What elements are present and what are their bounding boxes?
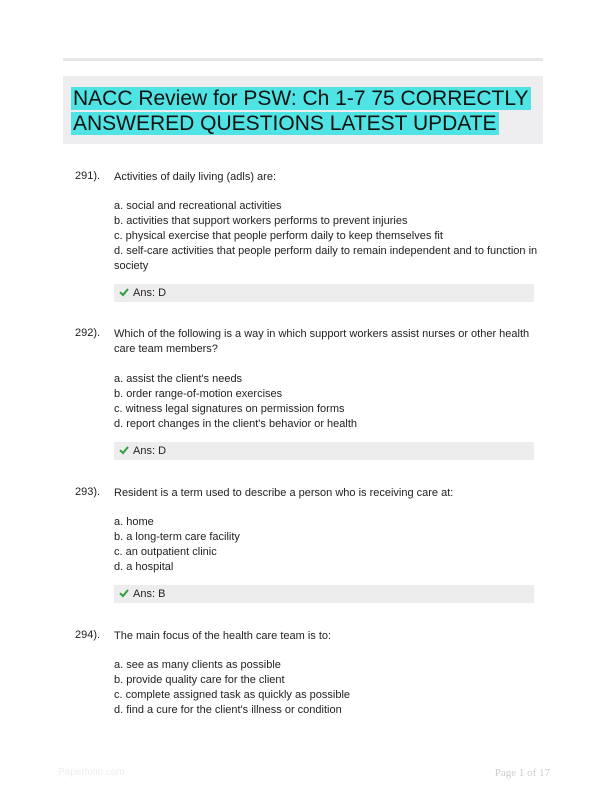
question-number: 293). — [75, 486, 101, 498]
options-list — [114, 515, 539, 575]
option-b: b. a long-term care facility — [114, 531, 240, 543]
option-c: c. physical exercise that people perform daily to keep themselves fit — [114, 230, 443, 242]
check-icon — [119, 445, 129, 455]
option-b: b. provide quality care for the client — [114, 674, 285, 686]
option-a: a. home — [114, 516, 154, 528]
question-text: Resident is a term used to describe a person who is receiving care at: — [114, 487, 454, 499]
answer-text: Ans: B — [133, 588, 166, 600]
question-text: The main focus of the health care team is to: — [114, 630, 332, 642]
option-a: a. social and recreational activities — [114, 200, 282, 212]
page-title: NACC Review for PSW: Ch 1-7 75 CORRECTLY ANSWERED QUESTIONS LATEST UPDATE — [73, 87, 529, 135]
option-b: b. activities that support workers performs to prevent injuries — [114, 215, 408, 227]
option-a: a. assist the client's needs — [114, 373, 243, 385]
option-d: d. find a cure for the client's illness or condition — [114, 704, 342, 716]
options-list — [114, 658, 539, 718]
check-icon — [119, 287, 129, 297]
answer-text: Ans: D — [133, 445, 167, 457]
title-banner — [63, 76, 543, 144]
option-c: c. complete assigned task as quickly as possible — [114, 689, 351, 701]
option-d: d. report changes in the client's behavior or health — [114, 418, 358, 430]
question-number: 292). — [75, 327, 101, 339]
option-a: a. see as many clients as possible — [114, 659, 281, 671]
option-d: d. self-care activities that people perform daily to remain independent and to function in society — [114, 245, 538, 272]
options-list — [114, 372, 539, 432]
option-b: b. order range-of-motion exercises — [114, 388, 283, 400]
answer-box — [114, 442, 534, 460]
page-number: Page 1 of 17 — [494, 767, 550, 779]
option-c: c. an outpatient clinic — [114, 546, 217, 558]
watermark: Paperfolio.com — [58, 767, 125, 778]
top-divider — [63, 58, 543, 61]
question-text: Which of the following is a way in which support workers assist nurses or other health care team members? — [114, 328, 530, 355]
options-list — [114, 199, 539, 274]
option-c: c. witness legal signatures on permission forms — [114, 403, 345, 415]
answer-box — [114, 585, 534, 603]
answer-text: Ans: D — [133, 287, 167, 299]
question-number: 294). — [75, 629, 101, 641]
question-text: Activities of daily living (adls) are: — [114, 171, 277, 183]
answer-box — [114, 284, 534, 302]
check-icon — [119, 588, 129, 598]
option-d: d. a hospital — [114, 561, 174, 573]
question-number: 291). — [75, 170, 101, 182]
